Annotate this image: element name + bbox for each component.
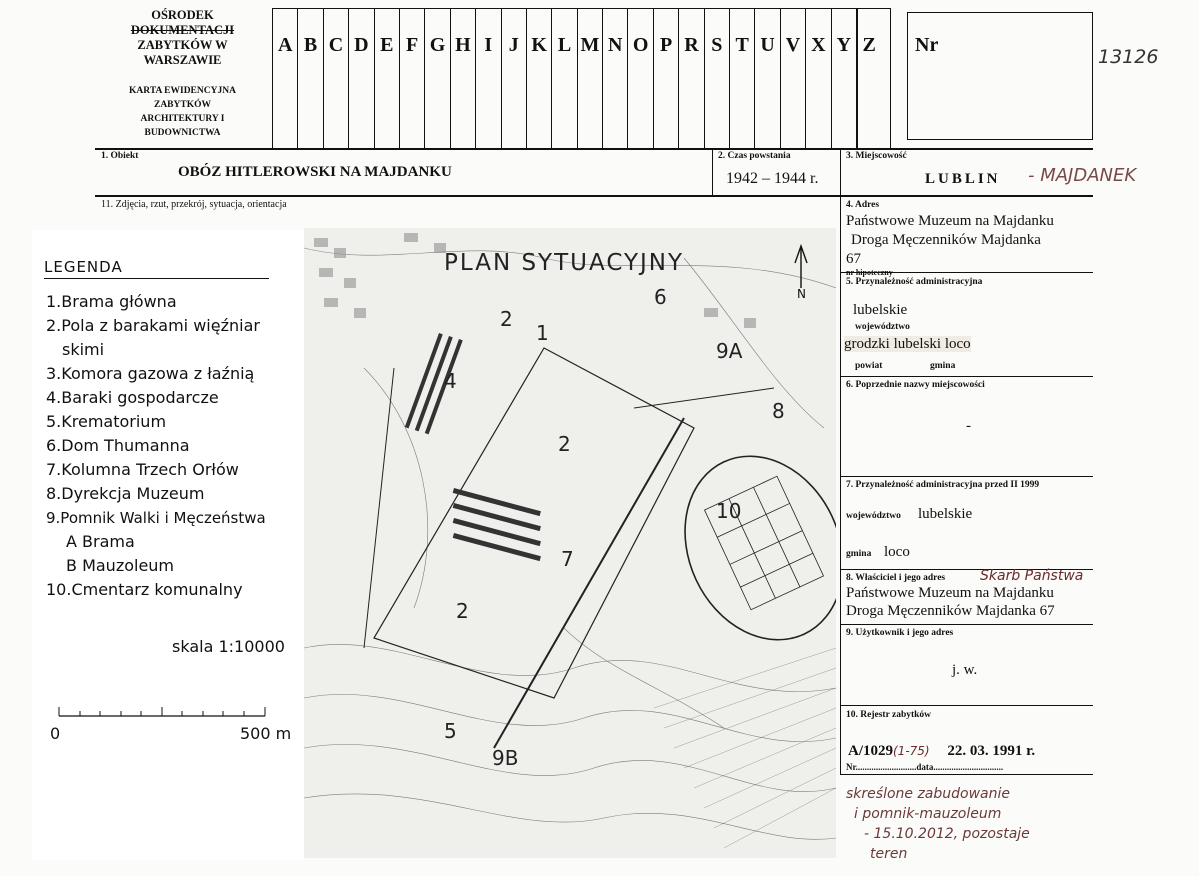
- przyn-woj-value: lubelskie: [853, 302, 908, 318]
- index-letter-f: [399, 8, 424, 148]
- card-type-title: KARTA EWIDENCYJNA ZABYTKÓW ARCHITEKTURY I BUDOWNICTWA: [129, 86, 236, 138]
- uzytkownik-value: j. w.: [952, 662, 978, 678]
- adres-line: Droga Męczenników Majdanka: [851, 232, 1041, 248]
- miejscowosc-value: LUBLIN: [925, 171, 1001, 187]
- index-letter-y: [831, 8, 856, 148]
- index-letter-text: E: [380, 34, 394, 56]
- index-letter-text: V: [785, 34, 801, 56]
- scale-start: 0: [50, 724, 61, 743]
- index-letter-d: [348, 8, 373, 148]
- hipoteczny-label: nr hipoteczny: [846, 268, 893, 277]
- map-label: 2: [456, 599, 469, 623]
- miejscowosc-label: 3. Miejscowość: [846, 151, 907, 161]
- index-letter-text: B: [303, 34, 318, 56]
- rejestr-label: 10. Rejestr zabytków: [846, 710, 932, 720]
- index-letter-text: U: [760, 34, 775, 56]
- legend-title: LEGENDA: [44, 258, 123, 276]
- index-letter-text: Z: [862, 34, 876, 56]
- miejscowosc-handwritten: - MAJDANEK: [1028, 165, 1137, 186]
- index-letter-r: [678, 8, 703, 148]
- index-letter-text: F: [406, 34, 419, 56]
- czas-value: 1942 – 1944 r.: [726, 170, 819, 187]
- index-letter-text: R: [684, 34, 699, 56]
- index-letter-text: G: [429, 34, 446, 56]
- map-label: 7: [561, 547, 574, 571]
- map-label: 5: [444, 719, 457, 743]
- legend-item: 4.Baraki gospodarcze: [46, 388, 219, 407]
- map-label: 2: [500, 307, 513, 331]
- index-letter-text: L: [557, 34, 572, 56]
- legend-item: 7.Kolumna Trzech Orłów: [46, 460, 239, 479]
- index-letter-m: [577, 8, 602, 148]
- handwritten-note: skreślone zabudowanie i pomnik-mauzoleum - 15.10.2012, pozostaje teren: [846, 786, 1030, 862]
- map-label: 1: [536, 321, 549, 345]
- index-letter-text: M: [580, 34, 600, 56]
- wlasciciel-line: Państwowe Muzeum na Majdanku: [846, 585, 1054, 601]
- rejestr-number-handwritten: (1-75): [893, 744, 930, 758]
- wlasciciel-line: Droga Męczenników Majdanka 67: [846, 603, 1055, 619]
- index-letter-c: [323, 8, 348, 148]
- map-label: 9A: [716, 339, 743, 363]
- wlasciciel-label: 8. Właściciel i jego adres: [846, 573, 946, 583]
- przyn-1999-label: 7. Przynależność administracyjna przed II 1999: [846, 480, 1040, 490]
- rejestr-footer: Nr...........................data...............................: [846, 762, 1004, 772]
- przynaleznosc-label: 5. Przynależność administracyjna: [846, 277, 983, 287]
- legend-item: 2.Pola z barakami więźniar: [46, 316, 260, 335]
- map-label: 4: [444, 369, 457, 393]
- legend-item: 8.Dyrekcja Muzeum: [46, 484, 205, 503]
- handwritten-inventory-number: 13126: [1098, 46, 1159, 68]
- photos-label: 11. Zdjęcia, rzut, przekrój, sytuacja, orientacja: [101, 199, 287, 210]
- legend-item: 5.Krematorium: [46, 412, 167, 431]
- index-letter-text: K: [531, 34, 547, 56]
- index-letter-n: [602, 8, 627, 148]
- przyn-powiat-value: [844, 336, 971, 353]
- index-letter-text: X: [811, 34, 826, 56]
- index-letter-text: P: [659, 34, 673, 56]
- index-letter-v: [780, 8, 805, 148]
- index-letter-k: [526, 8, 551, 148]
- legend-item: B Mauzoleum: [66, 556, 175, 575]
- index-letter-a: [272, 8, 297, 148]
- rejestr-number: A/1029: [848, 743, 893, 759]
- przyn-woj-label: województwo: [855, 322, 910, 332]
- adres-line: 67: [846, 251, 861, 267]
- index-letter-text: C: [328, 34, 344, 56]
- legend-item: 10.Cmentarz komunalny: [46, 580, 243, 599]
- uzytkownik-label: 9. Użytkownik i jego adres: [846, 628, 954, 638]
- index-letter-e: [374, 8, 399, 148]
- legend-item: 1.Brama główna: [46, 292, 177, 311]
- przyn-1999-woj-label: województwo: [846, 511, 901, 521]
- map-label: 8: [772, 399, 785, 423]
- index-letter-text: A: [277, 34, 293, 56]
- index-letter-l: [551, 8, 576, 148]
- wlasciciel-handwritten: Skarb Państwa: [980, 568, 1084, 584]
- index-letters-row: [272, 8, 881, 148]
- index-letter-text: J: [508, 34, 519, 56]
- rejestr-entry: [848, 743, 1035, 760]
- legend-item: 6.Dom Thumanna: [46, 436, 190, 455]
- scale-end: 500 m: [240, 724, 292, 743]
- index-letter-text: O: [632, 34, 649, 56]
- obiekt-value: OBÓZ HITLEROWSKI NA MAJDANKU: [178, 164, 452, 180]
- number-box: [907, 12, 1093, 140]
- index-letter-z: [856, 8, 881, 148]
- index-letter-h: [450, 8, 475, 148]
- index-letter-text: N: [608, 34, 623, 56]
- przyn-powiat-text: grodzki lubelski loco: [844, 336, 971, 352]
- przyn-1999-gmina-label: gmina: [846, 549, 872, 559]
- organization-name: OŚRODEK DOKUMENTACJI ZABYTKÓW W WARSZAWIE: [130, 8, 235, 67]
- map-label: 9B: [492, 746, 519, 770]
- number-label: Nr: [915, 34, 939, 56]
- map-label: 6: [654, 285, 667, 309]
- przyn-gmina-label: gmina: [930, 361, 956, 371]
- rejestr-date: 22. 03. 1991 r.: [947, 743, 1036, 759]
- index-letter-text: D: [354, 34, 369, 56]
- poprzednie-nazwy-label: 6. Poprzednie nazwy miejscowości: [846, 380, 985, 390]
- legend-item: 3.Komora gazowa z łaźnią: [46, 364, 255, 383]
- map-label: 2: [558, 432, 571, 456]
- map-title: PLAN SYTUACYJNY: [444, 250, 685, 276]
- czas-label: 2. Czas powstania: [718, 151, 791, 161]
- legend-item: A Brama: [66, 532, 135, 551]
- poprzednie-nazwy-value: -: [966, 418, 971, 434]
- scale-bar: [55, 702, 270, 722]
- przyn-1999-gmina-value: loco: [884, 544, 910, 560]
- index-letter-x: [805, 8, 830, 148]
- index-letter-text: Y: [836, 34, 852, 56]
- index-letter-o: [627, 8, 652, 148]
- legend-item: skimi: [62, 340, 105, 359]
- index-letter-i: [475, 8, 500, 148]
- adres-label: 4. Adres: [846, 200, 880, 210]
- map-label: 10: [716, 499, 742, 523]
- przyn-1999-woj-value: lubelskie: [918, 506, 973, 522]
- index-letter-b: [297, 8, 322, 148]
- obiekt-label: 1. Obiekt: [101, 151, 139, 161]
- legend-item: 9.Pomnik Walki i Męczeństwa: [46, 509, 266, 527]
- svg-text:N: N: [797, 287, 806, 301]
- index-letter-t: [729, 8, 754, 148]
- index-letter-j: [501, 8, 526, 148]
- index-letter-text: H: [455, 34, 471, 56]
- index-letter-g: [424, 8, 449, 148]
- index-letter-text: T: [735, 34, 749, 56]
- index-letter-text: I: [484, 34, 493, 56]
- przyn-powiat-label: powiat: [855, 361, 883, 371]
- index-letter-s: [704, 8, 729, 148]
- site-plan-map: [304, 228, 836, 858]
- index-letter-text: S: [711, 34, 723, 56]
- scale-text: skala 1:10000: [172, 637, 285, 656]
- legend-list: [46, 290, 304, 602]
- adres-line: Państwowe Muzeum na Majdanku: [846, 213, 1054, 229]
- index-letter-u: [754, 8, 779, 148]
- site-plan-drawing: [304, 228, 836, 858]
- index-letter-p: [653, 8, 678, 148]
